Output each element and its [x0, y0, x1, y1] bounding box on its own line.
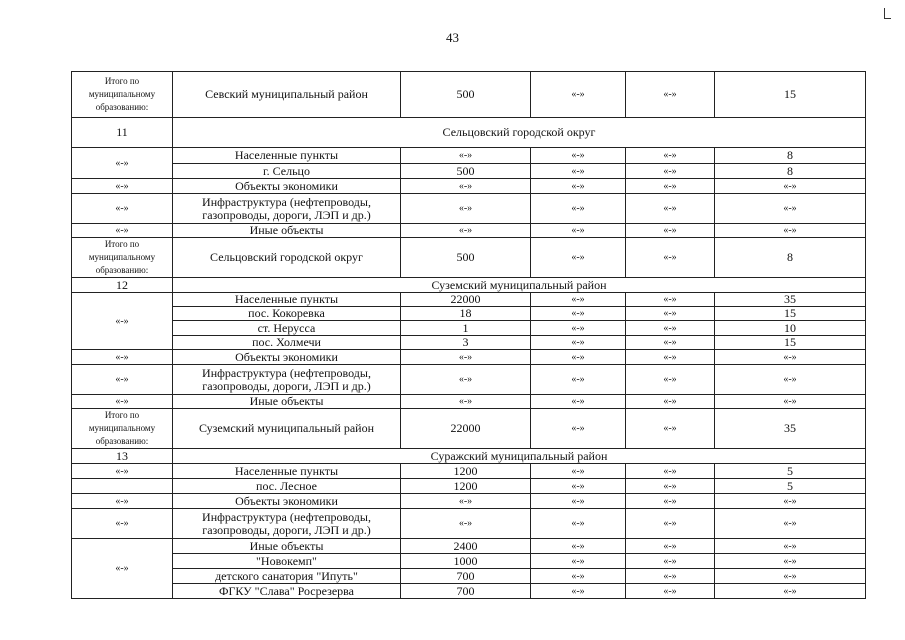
row-label: «-» — [72, 509, 173, 539]
table-row — [72, 584, 866, 599]
cell-value: «-» — [626, 148, 715, 164]
table-row — [72, 293, 866, 307]
cell-value: «-» — [531, 554, 626, 569]
page-number: 43 — [446, 30, 459, 45]
cell-value: 1000 — [401, 554, 531, 569]
cell-name: "Новокемп" — [173, 554, 401, 569]
cell-value: «-» — [715, 194, 866, 224]
cell-value: «-» — [715, 365, 866, 395]
cell-value: «-» — [531, 238, 626, 278]
cell-value: 8 — [715, 148, 866, 164]
cell-value: «-» — [531, 365, 626, 395]
cell-value: «-» — [626, 554, 715, 569]
cell-value: «-» — [715, 350, 866, 365]
cell-name: детского санатория "Ипуть" — [173, 569, 401, 584]
row-label: Итого по муниципальному образованию: — [72, 72, 173, 118]
cell-value: 8 — [715, 164, 866, 179]
cell-value: «-» — [531, 179, 626, 194]
cell-value: «-» — [715, 509, 866, 539]
table-row — [72, 194, 866, 224]
cell-name: Иные объекты — [173, 539, 401, 554]
table-row — [72, 395, 866, 409]
cell-value: «-» — [401, 350, 531, 365]
cell-value: 10 — [715, 321, 866, 336]
cell-value: 15 — [715, 336, 866, 350]
cell-value: 8 — [715, 238, 866, 278]
cell-value: 500 — [401, 72, 531, 118]
table-row — [72, 479, 866, 494]
cell-name: Иные объекты — [173, 224, 401, 238]
cell-name: ФГКУ "Слава" Росрезерва — [173, 584, 401, 599]
row-label: «-» — [72, 293, 173, 350]
cell-value: «-» — [531, 464, 626, 479]
cell-value: 700 — [401, 584, 531, 599]
table-row — [72, 238, 866, 278]
cell-value: «-» — [715, 224, 866, 238]
cell-value: «-» — [401, 395, 531, 409]
cell-value: «-» — [531, 194, 626, 224]
cell-value: «-» — [531, 539, 626, 554]
cell-value: 500 — [401, 164, 531, 179]
row-label: «-» — [72, 464, 173, 479]
cell-value: «-» — [715, 584, 866, 599]
cell-value: «-» — [626, 72, 715, 118]
cell-value: «-» — [531, 307, 626, 321]
cell-value: «-» — [401, 365, 531, 395]
cell-value: «-» — [715, 179, 866, 194]
table-row — [72, 494, 866, 509]
row-label: «-» — [72, 194, 173, 224]
cell-name: Инфраструктура (нефтепроводы, газопроводы, дороги, ЛЭП и др.) — [173, 365, 401, 395]
cell-value: «-» — [531, 494, 626, 509]
cell-value: «-» — [715, 395, 866, 409]
table-row — [72, 365, 866, 395]
row-label: «-» — [72, 179, 173, 194]
cell-value: «-» — [531, 164, 626, 179]
section-title: Суражский муниципальный район — [173, 449, 866, 464]
cell-name: Суземский муниципальный район — [173, 409, 401, 449]
cell-value: «-» — [626, 293, 715, 307]
cell-name: г. Сельцо — [173, 164, 401, 179]
table-row — [72, 554, 866, 569]
cell-value: «-» — [626, 365, 715, 395]
row-label: «-» — [72, 494, 173, 509]
cell-name: Населенные пункты — [173, 148, 401, 164]
cell-name: Инфраструктура (нефтепроводы, газопроводы, дороги, ЛЭП и др.) — [173, 194, 401, 224]
section-number: 11 — [72, 118, 173, 148]
cell-value: «-» — [401, 179, 531, 194]
cell-name: Севский муниципальный район — [173, 72, 401, 118]
cell-name: Объекты экономики — [173, 494, 401, 509]
cell-value: «-» — [715, 539, 866, 554]
cell-value: «-» — [531, 395, 626, 409]
cell-value: «-» — [626, 307, 715, 321]
cell-name: Сельцовский городской округ — [173, 238, 401, 278]
cell-value: 500 — [401, 238, 531, 278]
cell-value: 22000 — [401, 293, 531, 307]
cell-value: «-» — [401, 509, 531, 539]
cell-value: «-» — [626, 224, 715, 238]
cell-value: «-» — [626, 494, 715, 509]
table-row — [72, 464, 866, 479]
cell-value: «-» — [626, 194, 715, 224]
cell-value: «-» — [626, 539, 715, 554]
cell-value: «-» — [531, 336, 626, 350]
cell-name: Инфраструктура (нефтепроводы, газопроводы, дороги, ЛЭП и др.) — [173, 509, 401, 539]
cell-value: 35 — [715, 409, 866, 449]
cell-name: Населенные пункты — [173, 464, 401, 479]
row-label: Итого по муниципальному образованию: — [72, 238, 173, 278]
cell-value: 35 — [715, 293, 866, 307]
row-label: «-» — [72, 395, 173, 409]
cell-value: 1 — [401, 321, 531, 336]
cell-value: «-» — [626, 509, 715, 539]
cell-value: «-» — [626, 350, 715, 365]
cell-value: 15 — [715, 307, 866, 321]
table-row — [72, 224, 866, 238]
cell-value: «-» — [531, 584, 626, 599]
cell-value: «-» — [401, 494, 531, 509]
cell-value: 22000 — [401, 409, 531, 449]
cell-name: пос. Лесное — [173, 479, 401, 494]
cell-value: «-» — [626, 479, 715, 494]
table-row — [72, 307, 866, 321]
section-title: Сельцовский городской округ — [173, 118, 866, 148]
cell-name: пос. Холмечи — [173, 336, 401, 350]
table-row — [72, 336, 866, 350]
cell-value: «-» — [401, 194, 531, 224]
cell-value: 18 — [401, 307, 531, 321]
cell-value: «-» — [626, 395, 715, 409]
cell-value: «-» — [531, 350, 626, 365]
scan-corner-mark — [884, 8, 891, 19]
row-label: Итого по муниципальному образованию: — [72, 409, 173, 449]
cell-value: «-» — [715, 554, 866, 569]
table-row — [72, 350, 866, 365]
cell-value: «-» — [626, 409, 715, 449]
table-row — [72, 409, 866, 449]
row-label: «-» — [72, 539, 173, 599]
table-row — [72, 509, 866, 539]
cell-value: «-» — [626, 336, 715, 350]
cell-value: 2400 — [401, 539, 531, 554]
cell-name: ст. Нерусса — [173, 321, 401, 336]
section-number: 12 — [72, 278, 173, 293]
cell-value: «-» — [626, 164, 715, 179]
cell-value: «-» — [626, 569, 715, 584]
cell-value: «-» — [531, 479, 626, 494]
cell-value: 5 — [715, 479, 866, 494]
cell-value: «-» — [626, 321, 715, 336]
section-header-row — [72, 278, 866, 293]
cell-value: «-» — [626, 179, 715, 194]
cell-value: 1200 — [401, 479, 531, 494]
cell-value: «-» — [531, 293, 626, 307]
cell-value: «-» — [531, 321, 626, 336]
cell-name: пос. Кокоревка — [173, 307, 401, 321]
cell-value: «-» — [531, 509, 626, 539]
cell-value: 3 — [401, 336, 531, 350]
row-label: «-» — [72, 224, 173, 238]
document-table — [71, 71, 866, 599]
cell-value: «-» — [401, 224, 531, 238]
cell-value: «-» — [531, 409, 626, 449]
table-row — [72, 179, 866, 194]
table-row — [72, 539, 866, 554]
section-header-row — [72, 449, 866, 464]
cell-name: Населенные пункты — [173, 293, 401, 307]
cell-value: «-» — [626, 584, 715, 599]
table-row — [72, 72, 866, 118]
cell-value: «-» — [715, 494, 866, 509]
cell-value: 1200 — [401, 464, 531, 479]
cell-value: «-» — [715, 569, 866, 584]
cell-value: «-» — [531, 72, 626, 118]
table-row — [72, 164, 866, 179]
row-label: «-» — [72, 350, 173, 365]
row-label: «-» — [72, 148, 173, 179]
cell-name: Иные объекты — [173, 395, 401, 409]
section-title: Суземский муниципальный район — [173, 278, 866, 293]
cell-value: 5 — [715, 464, 866, 479]
cell-value: «-» — [401, 148, 531, 164]
row-label — [72, 479, 173, 494]
cell-value: «-» — [531, 224, 626, 238]
section-number: 13 — [72, 449, 173, 464]
cell-name: Объекты экономики — [173, 350, 401, 365]
cell-value: «-» — [531, 569, 626, 584]
cell-name: Объекты экономики — [173, 179, 401, 194]
section-header-row — [72, 118, 866, 148]
row-label: «-» — [72, 365, 173, 395]
cell-value: «-» — [626, 464, 715, 479]
cell-value: «-» — [626, 238, 715, 278]
cell-value: «-» — [531, 148, 626, 164]
table-row — [72, 321, 866, 336]
table-row — [72, 148, 866, 164]
cell-value: 700 — [401, 569, 531, 584]
cell-value: 15 — [715, 72, 866, 118]
table-row — [72, 569, 866, 584]
